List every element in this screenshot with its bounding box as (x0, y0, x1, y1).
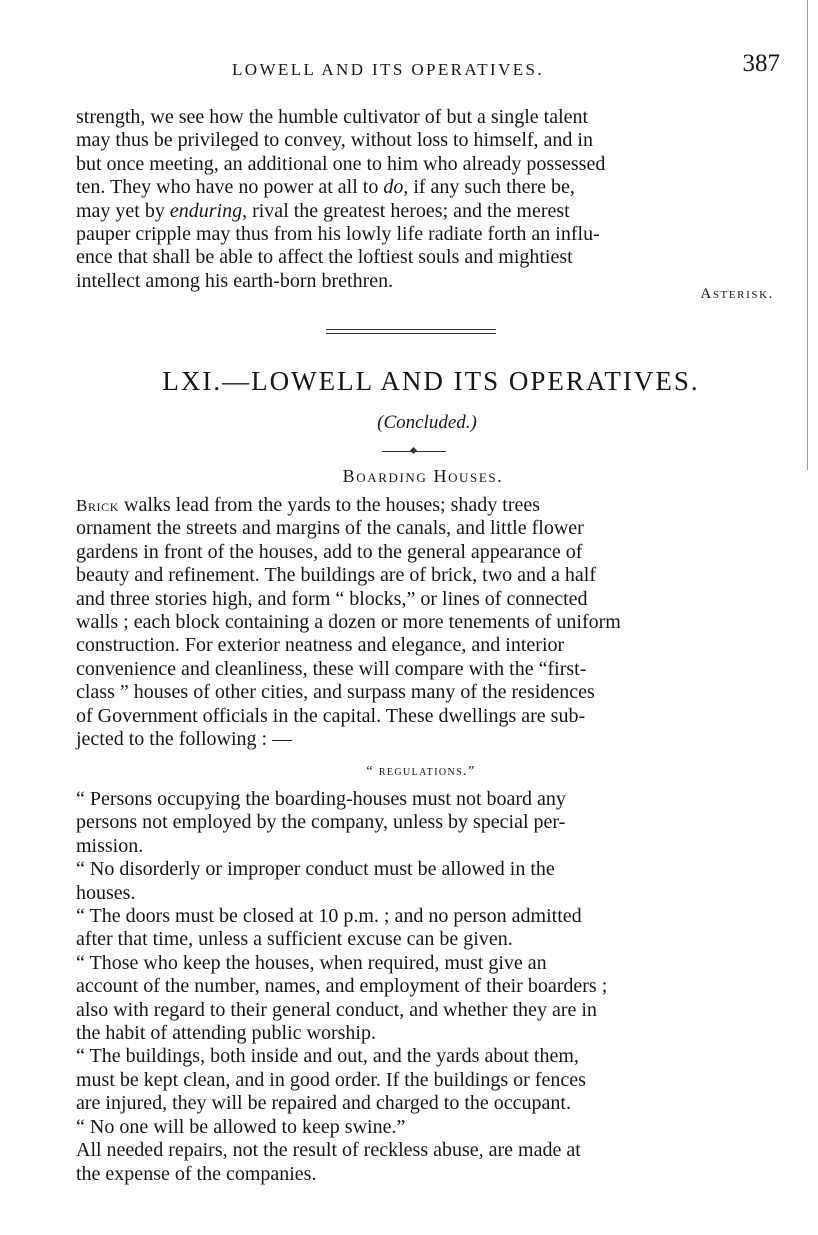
text-line: must be kept clean, and in good order. If the buildings or fences (76, 1068, 586, 1091)
text-line: ence that shall be able to affect the loftiest souls and mightiest (76, 246, 573, 269)
boarding-houses-paragraph (76, 494, 780, 751)
running-title: LOWELL AND ITS OPERATIVES. (232, 60, 545, 79)
double-rule-top (326, 329, 496, 330)
text-line (76, 494, 780, 517)
text-line: persons not employed by the company, unless by special per- (76, 811, 566, 834)
regulations-heading (0, 764, 818, 780)
text-line: gardens in front of the houses, add to the general appearance of (76, 540, 583, 563)
text-line: jected to the following : — (76, 728, 293, 751)
text-line: “ Persons occupying the boarding-houses must not board any (76, 788, 566, 810)
page-number: 387 (742, 50, 780, 77)
text-line: “ The buildings, both inside and out, and the yards about them, (76, 1045, 579, 1068)
emphasis-text: do (383, 176, 404, 199)
text-line: but once meeting, an additional one to him who already possessed (76, 152, 606, 175)
text-line: and three stories high, and form “ blocks,” or lines of connected (76, 587, 588, 610)
text-line: account of the number, names, and employment of their boarders ; (76, 975, 608, 998)
text-line: “ No disorderly or improper conduct must be allowed in the (76, 858, 555, 881)
text-line: walls ; each block containing a dozen or more tenements of uniform (76, 611, 621, 634)
text-line: All needed repairs, not the result of reckless abuse, are made at (76, 1139, 581, 1162)
page-header (0, 50, 818, 84)
text-line: pauper cripple may thus from his lowly life radiate forth an influ- (76, 223, 600, 246)
text-line: construction. For exterior neatness and elegance, and interior (76, 634, 565, 657)
regulations-list (76, 788, 780, 1186)
text-line: “ The doors must be closed at 10 p.m. ; and no person admitted (76, 905, 582, 928)
chapter-subtitle-text: (Concluded.) (377, 412, 477, 433)
text-line-rest: walks lead from the yards to the houses; shady trees (119, 494, 541, 516)
section-heading-text: Boarding Houses. (342, 466, 504, 486)
text-line: the habit of attending public worship. (76, 1022, 376, 1045)
text-line: mission. (76, 834, 144, 857)
text-line: also with regard to their general conduct, and whether they are in (76, 998, 597, 1021)
text-line: strength, we see how the humble cultivator of but a single talent (76, 106, 589, 128)
chapter-subtitle (0, 412, 818, 434)
text-line: houses. (76, 881, 136, 904)
diamond-icon (410, 447, 417, 454)
lead-word: Brick (76, 496, 120, 515)
text-line: may thus be privileged to convey, without loss to himself, and in (76, 129, 593, 152)
text-line: ornament the streets and margins of the canals, and little flower (76, 517, 584, 540)
regulations-heading-text: “ regulations.” (366, 764, 476, 779)
text-line: “ Those who keep the houses, when required, must give an (76, 951, 547, 974)
chapter-title-text: LXI.—LOWELL AND ITS OPERATIVES. (162, 366, 700, 396)
emphasis-text: enduring (169, 199, 243, 222)
text-line: class ” houses of other cities, and surpass many of the residences (76, 681, 595, 704)
text-line: of Government officials in the capital. These dwellings are sub- (76, 704, 586, 727)
author-signature: Asterisk. (700, 286, 774, 302)
text-line: the expense of the companies. (76, 1162, 317, 1185)
chapter-title (0, 366, 818, 397)
text-line: “ No one will be allowed to keep swine.” (76, 1115, 406, 1138)
section-heading (0, 466, 818, 487)
intro-paragraph (76, 106, 780, 293)
text-line: convenience and cleanliness, these will compare with the “first- (76, 657, 587, 680)
text-line: beauty and refinement. The buildings are of brick, two and a half (76, 564, 597, 587)
text-line: may yet by enduring, rival the greatest heroes; and the merest (76, 199, 570, 222)
ornament-divider (382, 448, 446, 454)
text-line: after that time, unless a sufficient excuse can be given. (76, 928, 513, 951)
text-line: ten. They who have no power at all to do, if any such there be, (76, 176, 575, 199)
double-rule-bottom (326, 333, 496, 334)
text-line: intellect among his earth-born brethren. (76, 269, 394, 292)
text-line: are injured, they will be repaired and charged to the occupant. (76, 1092, 571, 1115)
